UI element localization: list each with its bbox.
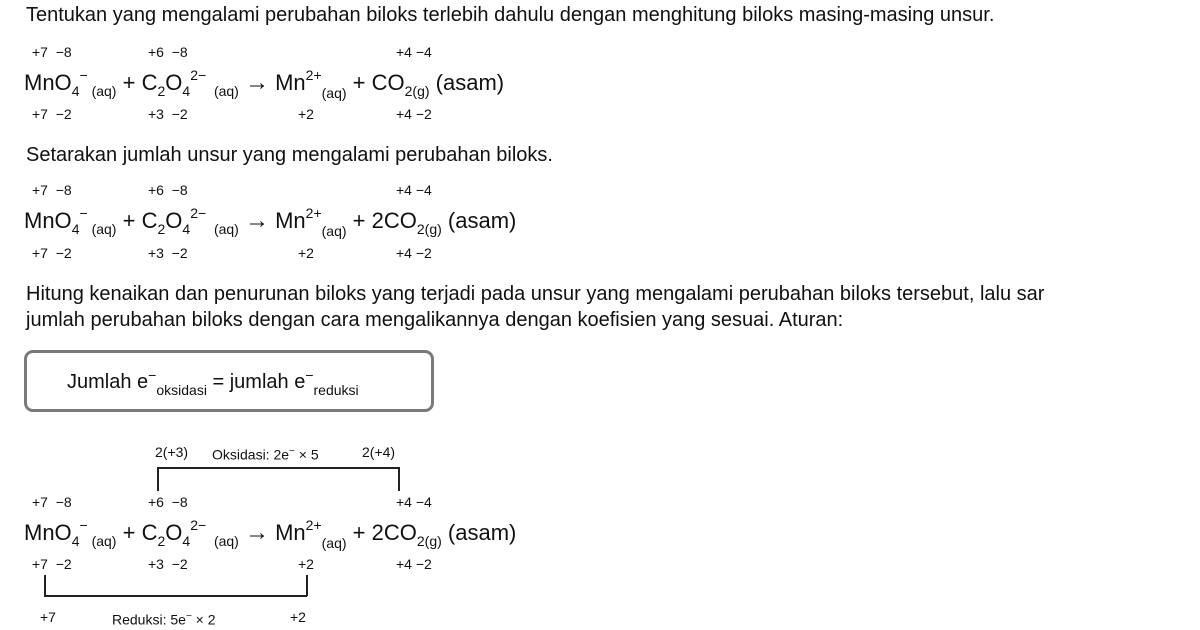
ox-c2o4-total: +6 −8 <box>148 494 188 510</box>
electron-balance-rule: Jumlah $e^-_{oksidasi}$ = jumlah $e^-_{reduksi}$ <box>67 367 359 398</box>
ox-co2-atom: +4 −2 <box>396 245 432 261</box>
oxidation-bracket-top <box>157 467 400 469</box>
instruction-paragraph-3-line-1: Hitung kenaikan dan penurunan biloks yang terjadi pada unsur yang mengalami perubahan biloks tersebut, lalu sar <box>26 283 1045 305</box>
oxidation-bracket-right <box>398 467 400 491</box>
reduction-label: Reduksi: 5e− × 2 <box>112 611 216 628</box>
ox-mno4-atom: +7 −2 <box>32 106 72 122</box>
oxidation-left-label: 2(+3) <box>155 444 189 460</box>
reaction-line-balanced: MnO$_4$− $_{(aq)} + C_2O_4^{2-}$ $_{(aq)} \to Mn^{2+}_{(aq)} + 2CO_{2(g)}$ (asam) <box>24 205 517 239</box>
ox-c2o4-total: +6 −8 <box>148 182 188 198</box>
oxidation-right-label: 2(+4) <box>362 444 396 460</box>
ox-mn-atom: +2 <box>298 245 314 261</box>
instruction-paragraph-1: Tentukan yang mengalami perubahan biloks terlebih dahulu dengan menghitung biloks masing-masing unsur. <box>26 4 995 26</box>
ox-c2o4-atom: +3 −2 <box>148 556 188 572</box>
electron-balance-rule-box <box>24 350 434 412</box>
ox-c2o4-total: +6 −8 <box>148 44 188 60</box>
oxidation-label: Oksidasi: 2e− × 5 <box>212 446 319 463</box>
ox-mno4-total: +7 −8 <box>32 182 72 198</box>
ox-co2-atom: +4 −2 <box>396 106 432 122</box>
instruction-paragraph-3-line-2: jumlah perubahan biloks dengan cara mengalikannya dengan koefisien yang sesuai. Aturan: <box>26 309 844 331</box>
instruction-paragraph-2: Setarakan jumlah unsur yang mengalami perubahan biloks. <box>26 144 553 166</box>
ox-mn-atom: +2 <box>298 556 314 572</box>
ox-mno4-atom: +7 −2 <box>32 245 72 261</box>
reaction-line: MnO$_4$− $_{(aq)} + C_2O_4^{2-}$ $_{(aq)} \to Mn^{2+}_{(aq)} + CO_{2(g)}$ (asam) <box>24 67 505 101</box>
ox-mno4-atom: +7 −2 <box>32 556 72 572</box>
ox-mn-atom: +2 <box>298 106 314 122</box>
reduction-bracket-left <box>44 575 46 596</box>
oxidation-bracket-left <box>157 467 159 491</box>
reaction-line-bracketed: MnO$_4$− $_{(aq)} + C_2O_4^{2-}$ $_{(aq)} \to Mn^{2+}_{(aq)} + 2CO_{2(g)}$ (asam) <box>24 517 517 551</box>
ox-c2o4-atom: +3 −2 <box>148 106 188 122</box>
ox-c2o4-atom: +3 −2 <box>148 245 188 261</box>
ox-mno4-total: +7 −8 <box>32 44 72 60</box>
reduction-left-label: +7 <box>40 609 56 625</box>
reduction-bracket-right <box>306 575 308 596</box>
ox-co2-total: +4 −4 <box>396 182 432 198</box>
ox-co2-total: +4 −4 <box>396 494 432 510</box>
reduction-bracket-bottom <box>44 595 307 597</box>
ox-mno4-total: +7 −8 <box>32 494 72 510</box>
ox-co2-atom: +4 −2 <box>396 556 432 572</box>
reduction-right-label: +2 <box>290 609 306 625</box>
ox-co2-total: +4 −4 <box>396 44 432 60</box>
